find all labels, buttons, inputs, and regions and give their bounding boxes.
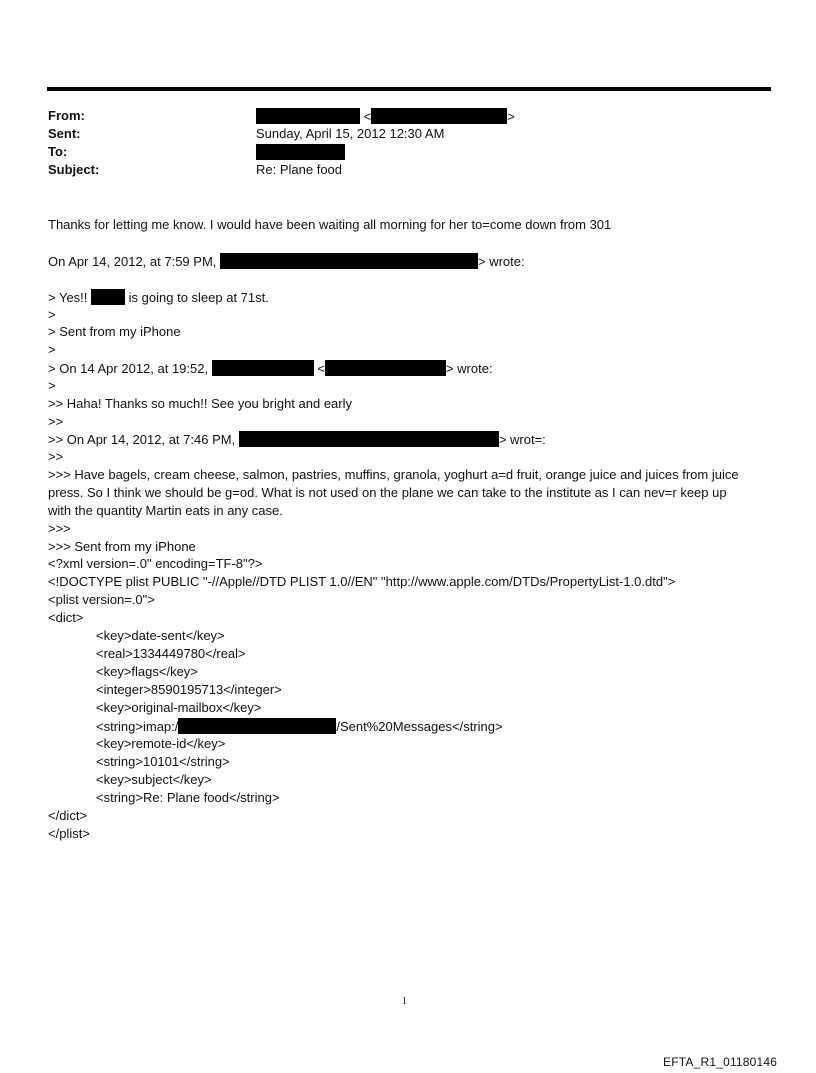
quote-line: > <box>48 342 56 357</box>
plist-line: <!DOCTYPE plist PUBLIC "-//Apple//DTD PLIST 1.0//EN" "http://www.apple.com/DTDs/PropertyList-1.0.dtd"> <box>48 574 676 589</box>
redaction-box <box>371 108 507 124</box>
redaction-box <box>256 144 345 160</box>
redaction-box <box>178 718 336 734</box>
header-rule <box>47 87 771 91</box>
from-label: From: <box>48 108 85 123</box>
plist-line: <string>Re: Plane food</string> <box>96 790 280 805</box>
redaction-box <box>325 360 446 376</box>
plist-line: <key>subject</key> <box>96 772 212 787</box>
sent-label: Sent: <box>48 126 81 141</box>
quote-line: >> On Apr 14, 2012, at 7:46 PM, > wrot=: <box>48 432 546 447</box>
plist-line: <real>1334449780</real> <box>96 646 246 661</box>
subject-label: Subject: <box>48 162 100 177</box>
plist-line: <dict> <box>48 610 84 625</box>
quote-line: > <box>48 378 56 393</box>
quote-line: >> <box>48 414 64 429</box>
quote-line: > Yes!! is going to sleep at 71st. <box>48 290 269 305</box>
redaction-box <box>256 108 360 124</box>
plist-line: </plist> <box>48 826 90 841</box>
quote-line: >>> Have bagels, cream cheese, salmon, pastries, muffins, granola, yoghurt a=d fruit, orange juice and juices from juice <box>48 467 739 482</box>
to-label: To: <box>48 144 68 159</box>
plist-line: <integer>8590195713</integer> <box>96 682 282 697</box>
quote-line: >> <box>48 449 64 464</box>
plist-line: <key>flags</key> <box>96 664 198 679</box>
sent-value: Sunday, April 15, 2012 12:30 AM <box>256 126 445 141</box>
quote-line: >>> <box>48 521 71 536</box>
quote-line: >> Haha! Thanks so much!! See you bright and early <box>48 396 352 411</box>
redaction-box <box>239 431 499 447</box>
plist-line: <plist version=.0"> <box>48 592 155 607</box>
subject-value: Re: Plane food <box>256 162 343 177</box>
plist-line: <?xml version=.0" encoding=TF-8"?> <box>48 556 263 571</box>
quote-line: >>> Sent from my iPhone <box>48 539 196 554</box>
quote-line: > Sent from my iPhone <box>48 324 181 339</box>
plist-line: </dict> <box>48 808 88 823</box>
body-intro: Thanks for letting me know. I would have been waiting all morning for her to=come down from 301 <box>48 217 612 232</box>
redaction-box <box>91 289 125 305</box>
redaction-box <box>212 360 314 376</box>
quote-line: press. So I think we should be g=od. What is not used on the plane we can take to the institute as I can nev=r keep up <box>48 485 727 500</box>
quote-line: > <box>48 307 56 322</box>
plist-line: <key>remote-id</key> <box>96 736 226 751</box>
plist-line: <key>original-mailbox</key> <box>96 700 262 715</box>
plist-line: <string>10101</string> <box>96 754 230 769</box>
plist-line: <string>imap:/ /Sent%20Messages</string> <box>96 719 503 734</box>
from-value: < > <box>256 108 515 125</box>
page-number: 1 <box>402 996 407 1007</box>
quote-line: > On 14 Apr 2012, at 19:52, < > wrote: <box>48 361 493 376</box>
to-value <box>256 144 345 161</box>
quote-line: with the quantity Martin eats in any case. <box>48 503 283 518</box>
reply-attribution-1: On Apr 14, 2012, at 7:59 PM, > wrote: <box>48 254 525 269</box>
redaction-box <box>220 253 478 269</box>
bates-number: EFTA_R1_01180146 <box>663 1055 778 1069</box>
plist-line: <key>date-sent</key> <box>96 628 225 643</box>
